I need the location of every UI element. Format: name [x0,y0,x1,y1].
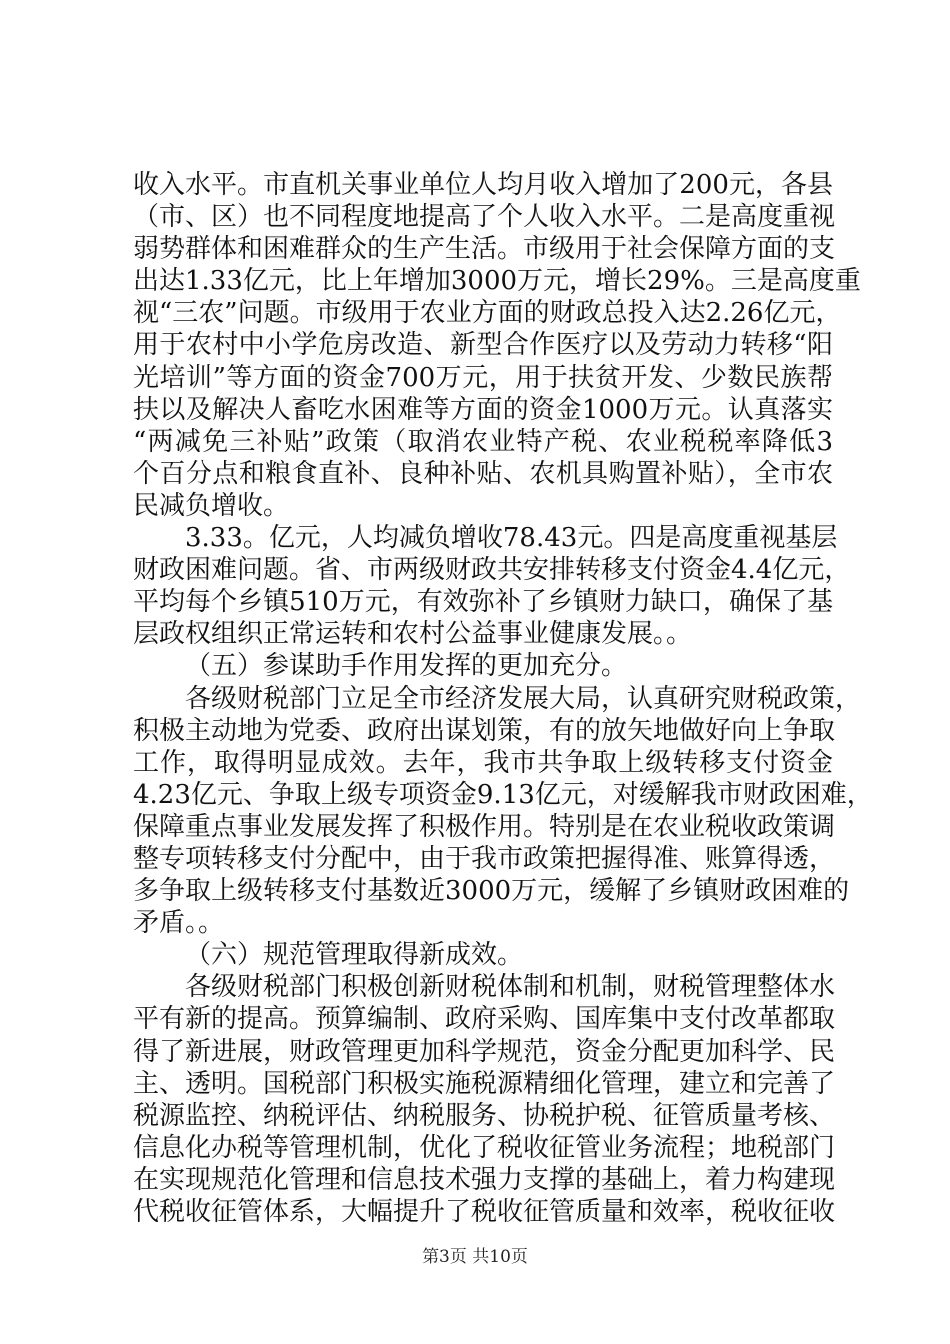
body-line: 矛盾。。 [133,908,225,939]
body-line: 弱势群体和困难群众的生产生活。市级用于社会保障方面的支 [133,234,836,265]
body-line: 平均每个乡镇510万元，有效弥补了乡镇财力缺口，确保了基 [133,587,833,618]
body-line: 多争取上级转移支付基数近3000万元，缓解了乡镇财政困难的 [133,876,850,907]
body-line: 4.23亿元、争取上级专项资金9.13亿元，对缓解我市财政困难， [133,779,873,810]
body-line: “两减免三补贴”政策（取消农业特产税、农业税税率降低3 [133,426,833,457]
section-heading: （五）参谋助手作用发挥的更加充分。 [185,651,628,682]
body-line: 财政困难问题。省、市两级财政共安排转移支付资金4.4亿元， [133,555,851,586]
body-line: 各级财税部门积极创新财税体制和机制，财税管理整体水 [185,972,836,1003]
body-line: 3.33。亿元，人均减负增收78.43元。四是高度重视基层 [185,523,838,554]
body-line: 层政权组织正常运转和农村公益事业健康发展。。 [133,619,693,650]
body-line: 光培训”等方面的资金700万元，用于扶贫开发、少数民族帮 [133,362,833,393]
body-line: 各级财税部门立足全市经济发展大局，认真研究财税政策， [185,683,862,714]
body-line: 主、透明。国税部门积极实施税源精细化管理，建立和完善了 [133,1068,836,1099]
body-line: 代税收征管体系，大幅提升了税收征管质量和效率，税收征收 [133,1197,836,1227]
page-number-footer: 第3页 共10页 [422,1247,528,1267]
body-line: 平有新的提高。预算编制、政府采购、国库集中支付改革都取 [133,1004,836,1035]
body-line: 积极主动地为党委、政府出谋划策，有的放矢地做好向上争取 [133,715,836,746]
body-line: 出达1.33亿元，比上年增加3000万元，增长29%。三是高度重 [133,266,861,297]
body-line: （市、区）也不同程度地提高了个人收入水平。二是高度重视 [133,202,836,233]
body-line: 保障重点事业发展发挥了积极作用。特别是在农业税收政策调 [133,811,836,842]
body-line: 在实现规范化管理和信息技术强力支撑的基础上，着力构建现 [133,1164,836,1195]
body-line: 信息化办税等管理机制，优化了税收征管业务流程；地税部门 [133,1132,836,1163]
body-line: 个百分点和粮食直补、良种补贴、农机具购置补贴），全市农 [133,458,833,489]
body-line: 视“三农”问题。市级用于农业方面的财政总投入达2.26亿元， [133,298,842,329]
section-heading: （六）规范管理取得新成效。 [185,940,524,971]
body-line: 得了新进展，财政管理更加科学规范，资金分配更加科学、民 [133,1036,836,1067]
body-line: 工作，取得明显成效。去年，我市共争取上级转移支付资金 [133,747,833,778]
document-body [133,169,873,1228]
body-line: 扶以及解决人畜吃水困难等方面的资金1000万元。认真落实 [133,394,833,425]
body-line: 收入水平。市直机关事业单位人均月收入增加了200元，各县 [133,170,833,200]
body-line: 税源监控、纳税评估、纳税服务、协税护税、征管质量考核、 [133,1100,836,1131]
body-line: 用于农村中小学危房改造、新型合作医疗以及劳动力转移“阳 [133,330,833,361]
body-line: 整专项转移支付分配中，由于我市政策把握得准、账算得透， [133,843,836,874]
body-line: 民减负增收。 [133,490,290,521]
